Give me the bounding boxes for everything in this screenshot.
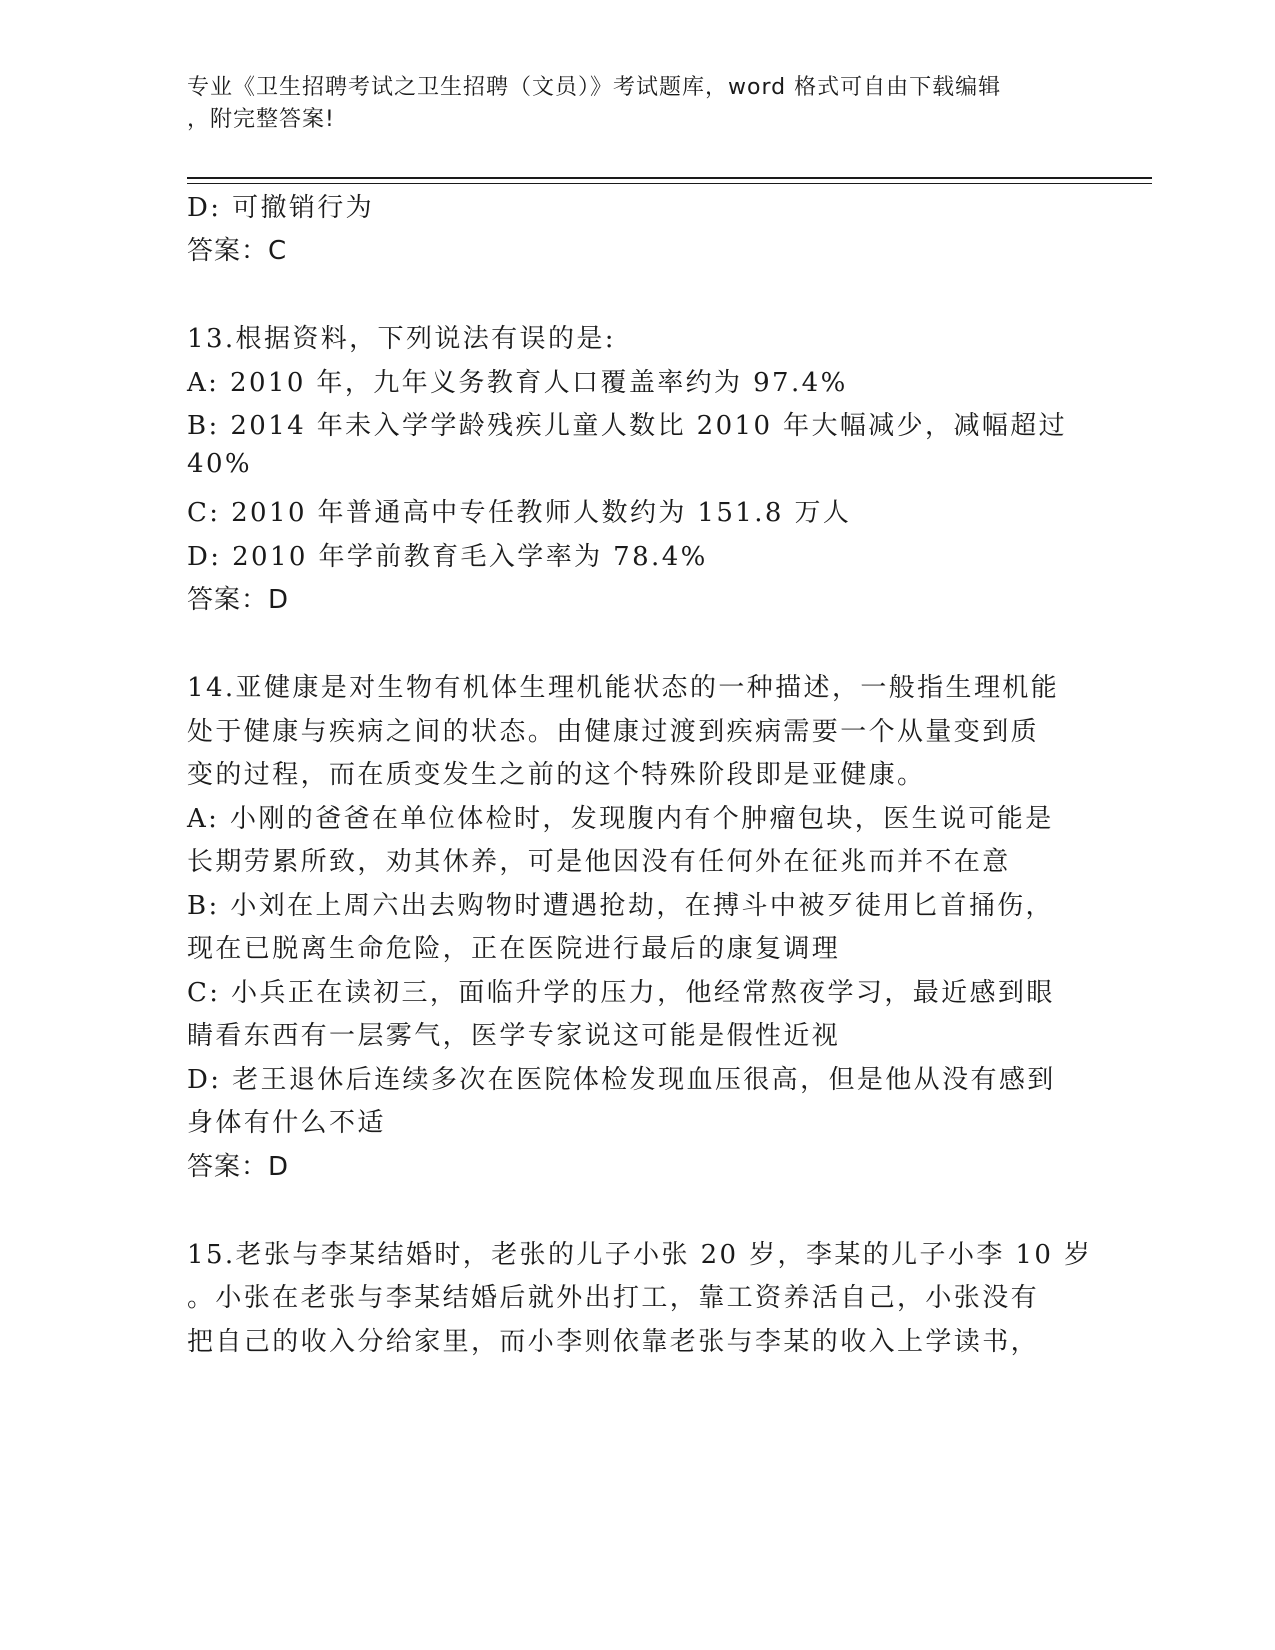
q14-option-b: B: 小刘在上周六出去购物时遭遇抢劫，在搏斗中被歹徒用匕首捅伤， [187, 891, 1054, 921]
header-line-2: ，附完整答案! [187, 107, 335, 132]
header-divider [187, 177, 1152, 179]
header-line-1: 专业《卫生招聘考试之卫生招聘（文员）》考试题库，word 格式可自由下载编辑 [187, 75, 1002, 100]
q13-option-b: B: 2014 年未入学学龄残疾儿童人数比 2010 年大幅减少，减幅超过 [187, 411, 1068, 441]
q14-option-c-cont: 睛看东西有一层雾气，医学专家说这可能是假性近视 [187, 1021, 841, 1051]
q14-option-a-cont: 长期劳累所致，劝其休养，可是他因没有任何外在征兆而并不在意 [187, 847, 1011, 877]
q13-stem: 13.根据资料，下列说法有误的是: [187, 324, 616, 354]
q14-answer: 答案：D [187, 1152, 290, 1182]
q13-option-c: C: 2010 年普通高中专任教师人数约为 151.8 万人 [187, 498, 852, 528]
header-divider-thin [187, 183, 1152, 184]
q14-stem-cont-2: 变的过程，而在质变发生之前的这个特殊阶段即是亚健康。 [187, 760, 926, 790]
q14-stem-cont-1: 处于健康与疾病之间的状态。由健康过渡到疾病需要一个从量变到质 [187, 717, 1040, 747]
q13-option-a: A: 2010 年，九年义务教育人口覆盖率约为 97.4% [187, 368, 848, 398]
q15-stem-cont-1: 。小张在老张与李某结婚后就外出打工，靠工资养活自己，小张没有 [187, 1283, 1040, 1313]
prev-answer: 答案：C [187, 236, 288, 266]
q14-option-d: D: 老王退休后连续多次在医院体检发现血压很高，但是他从没有感到 [187, 1065, 1056, 1095]
prev-option-d: D: 可撤销行为 [187, 193, 375, 223]
q14-option-a: A: 小刚的爸爸在单位体检时，发现腹内有个肿瘤包块，医生说可能是 [187, 804, 1054, 834]
q13-answer: 答案：D [187, 585, 290, 615]
q14-stem: 14.亚健康是对生物有机体生理机能状态的一种描述，一般指生理机能 [187, 673, 1060, 703]
q13-option-d: D: 2010 年学前教育毛入学率为 78.4% [187, 542, 708, 572]
q13-option-b-cont: 40% [187, 449, 252, 479]
q15-stem: 15.老张与李某结婚时，老张的儿子小张 20 岁，李某的儿子小李 10 岁 [187, 1240, 1093, 1270]
q14-option-b-cont: 现在已脱离生命危险，正在医院进行最后的康复调理 [187, 934, 841, 964]
q14-option-c: C: 小兵正在读初三，面临升学的压力，他经常熬夜学习，最近感到眼 [187, 978, 1055, 1008]
q15-stem-cont-2: 把自己的收入分给家里，而小李则依靠老张与李某的收入上学读书， [187, 1327, 1040, 1357]
q14-option-d-cont: 身体有什么不适 [187, 1108, 386, 1138]
page-header [187, 72, 1067, 136]
